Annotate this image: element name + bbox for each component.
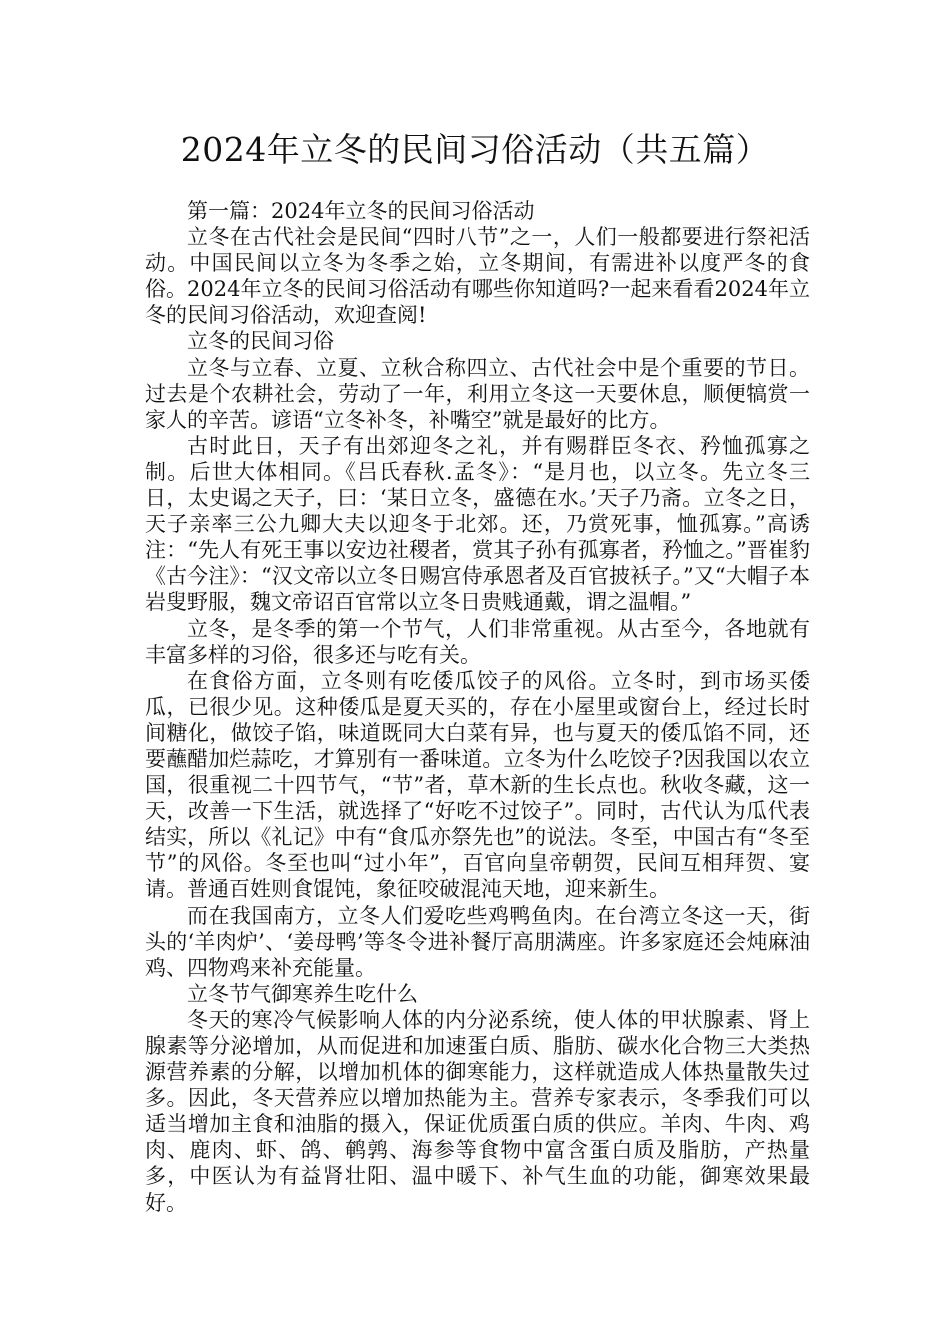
section-heading-part-one: 第一篇：2024年立冬的民间习俗活动 — [187, 199, 535, 223]
paragraph-south-china: 而在我国南方，立冬人们爱吃些鸡鸭鱼肉。在台湾立冬这一天，街头的‘羊肉炉’、‘姜母鸭’等冬令进补餐厅高朋满座。许多家庭还会炖麻油鸡、四物鸡来补充能量。 — [145, 903, 810, 980]
section-heading-diet: 立冬节气御寒养生吃什么 — [187, 981, 418, 1006]
paragraph-ancient-rites: 古时此日，天子有出郊迎冬之礼，并有赐群臣冬衣、矜恤孤寡之制。后世大体相同。《吕氏春秋.孟冬》：“是月也，以立冬。先立冬三日，太史谒之天子，曰：‘某日立冬，盛德在水。’天子乃斋。立冬之日，天子亲率三公九卿大夫以迎冬于北郊。还，乃赏死事，恤孤寡。”高诱注：“先人有死王事以安边社稷者，赏其子孙有孤寡者，矜恤之。”晋崔豹《古今注》：“汉文帝以立冬日赐宫侍承恩者及百官披袄子。”又“大帽子本岩叟野服，魏文帝诏百官常以立冬日贵贱通戴，谓之温帽。” — [145, 433, 810, 615]
section-heading-customs: 立冬的民间习俗 — [187, 329, 334, 354]
paragraph-four-li: 立冬与立春、立夏、立秋合称四立、古代社会中是个重要的节日。过去是个农耕社会，劳动了一年，利用立冬这一天要休息，顺便犒赏一家人的辛苦。谚语“立冬补冬，补嘴空”就是最好的比方。 — [145, 355, 810, 432]
paragraph-intro: 立冬在古代社会是民间“四时八节”之一，人们一般都要进行祭祀活动。中国民间以立冬为冬季之始，立冬期间，有需进补以度严冬的食俗。2024年立冬的民间习俗活动有哪些你知道吗?一起来看看2024年立冬的民间习俗活动，欢迎查阅! — [145, 225, 810, 328]
document-body — [145, 198, 810, 1216]
document-title: 2024年立冬的民间习俗活动（共五篇） — [180, 130, 770, 169]
paragraph-winter-nutrition: 冬天的寒冷气候影响人体的内分泌系统，使人体的甲状腺素、肾上腺素等分泌增加，从而促进和加速蛋白质、脂肪、碳水化合物三大类热源营养素的分解，以增加机体的御寒能力，这样就造成人体热量散失过多。因此，冬天营养应以增加热能为主。营养专家表示，冬季我们可以适当增加主食和油脂的摄入，保证优质蛋白质的供应。羊肉、牛肉、鸡肉、鹿肉、虾、鸽、鹌鹑、海参等食物中富含蛋白质及脂肪，产热量多，中医认为有益肾壮阳、温中暖下、补气生血的功能，御寒效果最好。 — [145, 1007, 810, 1215]
paragraph-dumplings: 在食俗方面，立冬则有吃倭瓜饺子的风俗。立冬时，到市场买倭瓜，已很少见。这种倭瓜是夏天买的，存在小屋里或窗台上，经过长时间糖化，做饺子馅，味道既同大白菜有异，也与夏天的倭瓜馅不同，还要蘸醋加烂蒜吃，才算别有一番味道。立冬为什么吃饺子?因我国以农立国，很重视二十四节气，“节”者，草木新的生长点也。秋收冬藏，这一天，改善一下生活，就选择了“好吃不过饺子”。同时，古代认为瓜代表结实，所以《礼记》中有“食瓜亦祭先也”的说法。冬至，中国古有“冬至节”的风俗。冬至也叫“过小年”，百官向皇帝朝贺，民间互相拜贺、宴请。普通百姓则食馄饨，象征咬破混沌天地，迎来新生。 — [145, 668, 810, 902]
paragraph-first-solar-term: 立冬，是冬季的第一个节气，人们非常重视。从古至今，各地就有丰富多样的习俗，很多还与吃有关。 — [145, 616, 810, 667]
